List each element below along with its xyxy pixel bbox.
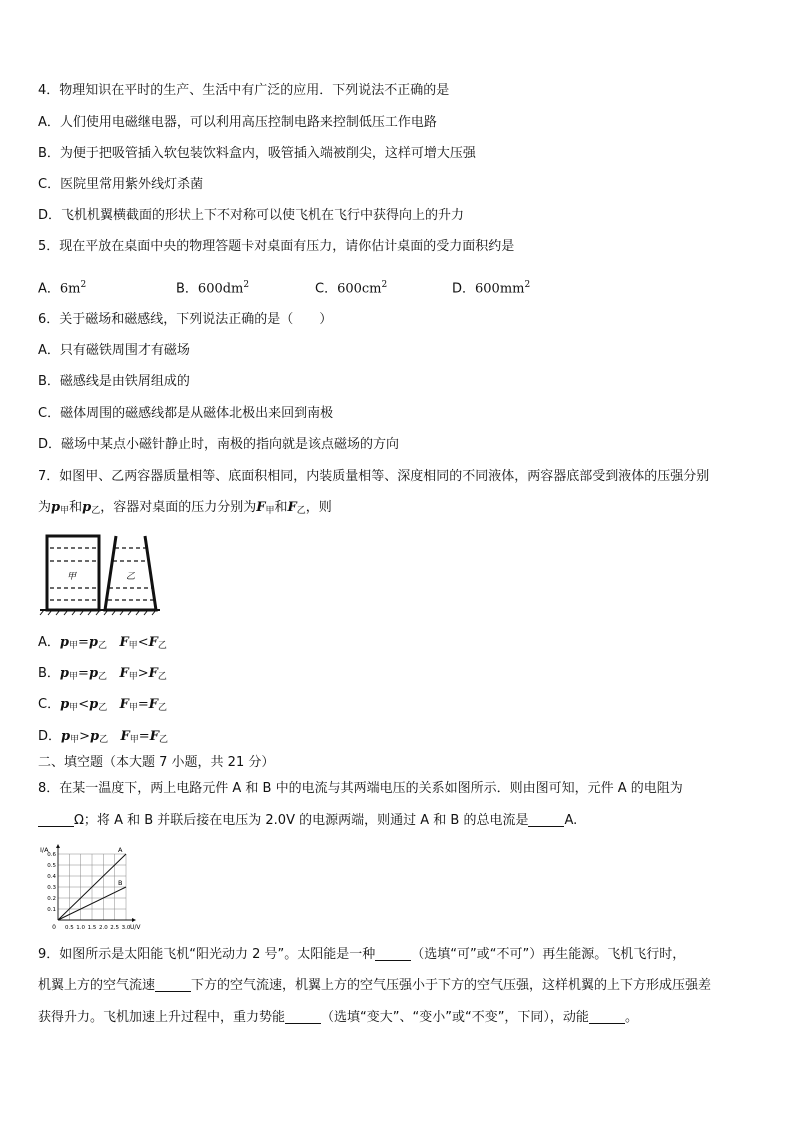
q5-option-a: A．$6m^2$ (38, 280, 87, 297)
x-axis-arrow (132, 918, 136, 922)
x-tick-label: 3.0 (121, 925, 131, 931)
q6-option-a: A．只有磁铁周围才有磁场 (38, 343, 190, 358)
q8-line1: 8．在某一温度下，两上电路元件 A 和 B 中的电流与其两端电压的关系如图所示．则由图可知，元件 A 的电阻为 (38, 781, 683, 796)
q4-option-a: A．人们使用电磁继电器，可以利用高压控制电路来控制低压工作电路 (38, 115, 437, 130)
answer-blank[interactable] (528, 812, 564, 827)
q9-line1: 9．如图所示是太阳能飞机“阳光动力 2 号”。太阳能是一种 （选填“可”或“不可”）再生能源。飞机飞行时， (38, 947, 686, 962)
q4-stem: 4．物理知识在平时的生产、生活中有广泛的应用．下列说法不正确的是 (38, 83, 450, 98)
q4-option-d: D．飞机机翼横截面的形状上下不对称可以使飞机在飞行中获得向上的升力 (38, 208, 465, 223)
q6-stem: 6．关于磁场和磁感线，下列说法正确的是（ ） (38, 312, 333, 327)
y-tick-label: 0.6 (47, 852, 56, 858)
container-yi (105, 536, 156, 610)
series-label-A: A (118, 846, 123, 854)
q5-stem: 5．现在平放在桌面中央的物理答题卡对桌面有压力，请你估计桌面的受力面积约是 (38, 239, 515, 254)
q6-option-b: B．磁感线是由铁屑组成的 (38, 374, 190, 389)
section-heading: 二、填空题（本大题 7 小题，共 21 分） (38, 755, 275, 770)
q6-option-d: D．磁场中某点小磁针静止时，南极的指向就是该点磁场的方向 (38, 437, 400, 452)
series-label-B: B (118, 879, 123, 887)
q7-containers-figure (38, 530, 162, 616)
q5-option-c: C．$600cm^2$ (315, 280, 388, 297)
q4-option-c: C．医院里常用紫外线灯杀菌 (38, 177, 204, 192)
q7-option-d: D．$p_甲>p_乙$ $F_甲=F_乙$ (38, 729, 168, 745)
origin-label: 0 (52, 924, 56, 931)
y-tick-label: 0.4 (47, 874, 56, 880)
q5-option-b: B．$600dm^2$ (176, 280, 250, 297)
container-jia (47, 536, 99, 610)
answer-blank[interactable] (38, 812, 74, 827)
answer-blank[interactable] (375, 946, 411, 961)
q7-option-a: A．$p_甲=p_乙$ $F_甲<F_乙$ (38, 635, 167, 651)
q8-iv-chart (36, 842, 148, 934)
y-axis-label: I/A (40, 846, 49, 854)
y-axis-arrow (56, 844, 60, 848)
q7-stem-line2: 为$p_甲$和$p_乙$，容器对桌面的压力分别为$F_甲$和$F_乙$，则 (38, 500, 332, 516)
q7-option-c: C．$p_甲<p_乙$ $F_甲=F_乙$ (38, 697, 168, 713)
x-tick-label: 1.5 (87, 925, 97, 931)
x-tick-label: 0.5 (64, 925, 74, 931)
y-tick-label: 0.5 (47, 863, 56, 869)
x-axis-label: U/V (130, 924, 141, 931)
y-tick-label: 0.3 (47, 885, 56, 891)
q5-option-d: D．$600mm^2$ (452, 280, 531, 297)
q7-option-b: B．$p_甲=p_乙$ $F_甲>F_乙$ (38, 666, 167, 682)
q6-option-c: C．磁体周围的磁感线都是从磁体北极出来回到南极 (38, 406, 334, 421)
label-yi: 乙 (126, 572, 136, 582)
x-tick-label: 2.5 (110, 925, 120, 931)
answer-blank[interactable] (589, 1009, 625, 1024)
y-tick-label: 0.1 (47, 907, 56, 913)
answer-blank[interactable] (285, 1009, 321, 1024)
x-tick-label: 1.0 (76, 925, 86, 931)
x-tick-label: 2.0 (98, 925, 108, 931)
q7-stem-line1: 7．如图甲、乙两容器质量相等、底面积相同，内装质量相等、深度相同的不同液体，两容器底部受到液体的压强分别 (38, 469, 710, 484)
q8-line2: Ω；将 A 和 B 并联后接在电压为 2.0V 的电源两端，则通过 A 和 B 的总电流是 A. (38, 812, 577, 830)
q4-option-b: B．为便于把吸管插入软包装饮料盒内，吸管插入端被削尖，这样可增大压强 (38, 146, 476, 161)
answer-blank[interactable] (155, 977, 191, 992)
q9-line2: 机翼上方的空气流速 下方的空气流速，机翼上方的空气压强小于下方的空气压强，这样机翼的上下方形成压强差 (38, 978, 712, 993)
label-jia: 甲 (67, 572, 77, 582)
q9-line3: 获得升力。飞机加速上升过程中，重力势能 （选填“变大”、“变小”或“不变”，下同），动能 。 (38, 1010, 638, 1025)
y-tick-label: 0.2 (47, 896, 56, 902)
